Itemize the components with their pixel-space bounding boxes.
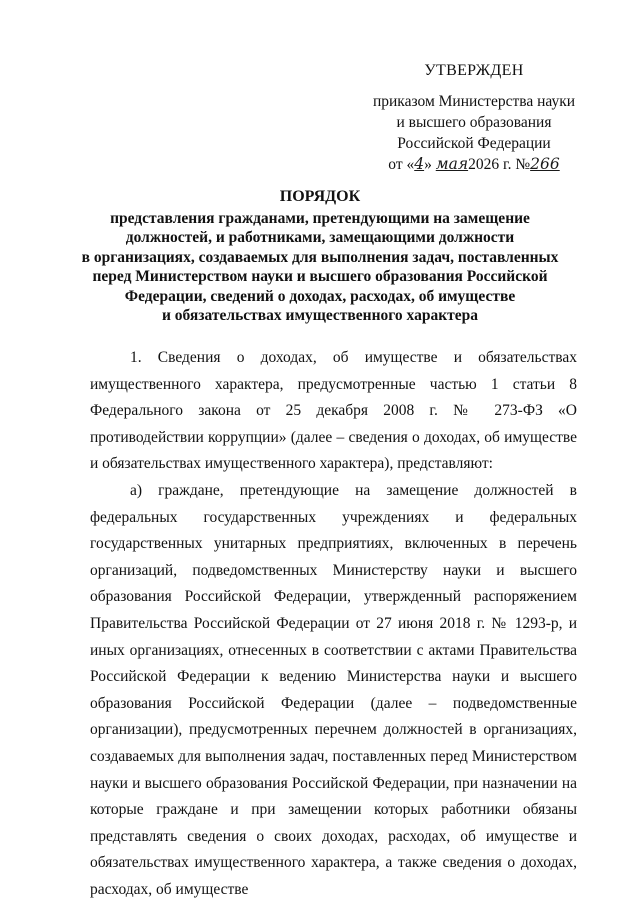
subtitle-line-6: и обязательствах имущественного характера bbox=[162, 307, 478, 324]
approval-line-2: и высшего образования bbox=[396, 114, 552, 131]
paragraph-1: 1. Сведения о доходах, об имуществе и обязательствах имущественного характера, предусмотренные частью 1 статьи 8 Федерального закона от 25 декабря 2008 г. № 273-ФЗ «О противодействии коррупции» (далее – сведения о доходах, об имуществе и обязательствах имущественного характера), представляют: bbox=[90, 349, 577, 473]
subtitle-line-2: должностей, и работниками, замещающими должности bbox=[125, 229, 515, 246]
document-heading: ПОРЯДОК bbox=[279, 188, 361, 205]
date-prefix: от « bbox=[388, 156, 415, 173]
document-body bbox=[90, 345, 577, 903]
date-mid: » bbox=[424, 156, 432, 173]
document-title-block bbox=[60, 187, 580, 326]
handwritten-order-number: 266 bbox=[530, 155, 560, 173]
approval-stamp bbox=[354, 60, 594, 175]
subtitle-line-3: в организациях, создаваемых для выполнения задач, поставленных bbox=[81, 248, 559, 266]
approval-title: УТВЕРЖДЕН bbox=[424, 62, 524, 79]
subtitle-line-4: перед Министерством науки и высшего образования Российской bbox=[92, 268, 548, 285]
subtitle-line-5: Федерации, сведений о доходах, расходах, об имуществе bbox=[124, 287, 516, 305]
handwritten-month: мая bbox=[435, 155, 469, 173]
approval-line-1: приказом Министерства науки bbox=[372, 93, 576, 110]
paragraph-a: а) граждане, претендующие на замещение должностей в федеральных государственных учреждениях и федеральных государственных унитарных предприятиях, включенных в перечень организаций, подведомственных Министерству науки и высшего образования Российской Федерации, утвержденный распоряжением Правительства Российской Федерации от 27 июня 2018 г. № 1293-р, и иных организациях, отнесенных в соответствии с актами Правительства Российской Федерации к ведению Министерства науки и высшего образования Российской Федерации (далее – подведомственные организации), предусмотренных перечнем должностей в организациях, создаваемых для выполнения задач, поставленных перед Министерством науки и высшего образования Российской Федерации, при назначении на которые граждане и при замещении которых работники обязаны представлять сведения о своих доходах, расходах, об имуществе и обязательствах имущественного характера, а также сведения о доходах, расходах, об имуществе bbox=[90, 481, 577, 898]
approval-line-3: Российской Федерации bbox=[397, 135, 551, 152]
handwritten-day: 4 bbox=[414, 155, 425, 173]
date-year: 2026 г. № bbox=[468, 156, 531, 173]
approval-date-line bbox=[354, 154, 594, 175]
subtitle-line-1: представления гражданами, претендующими на замещение bbox=[110, 209, 530, 227]
